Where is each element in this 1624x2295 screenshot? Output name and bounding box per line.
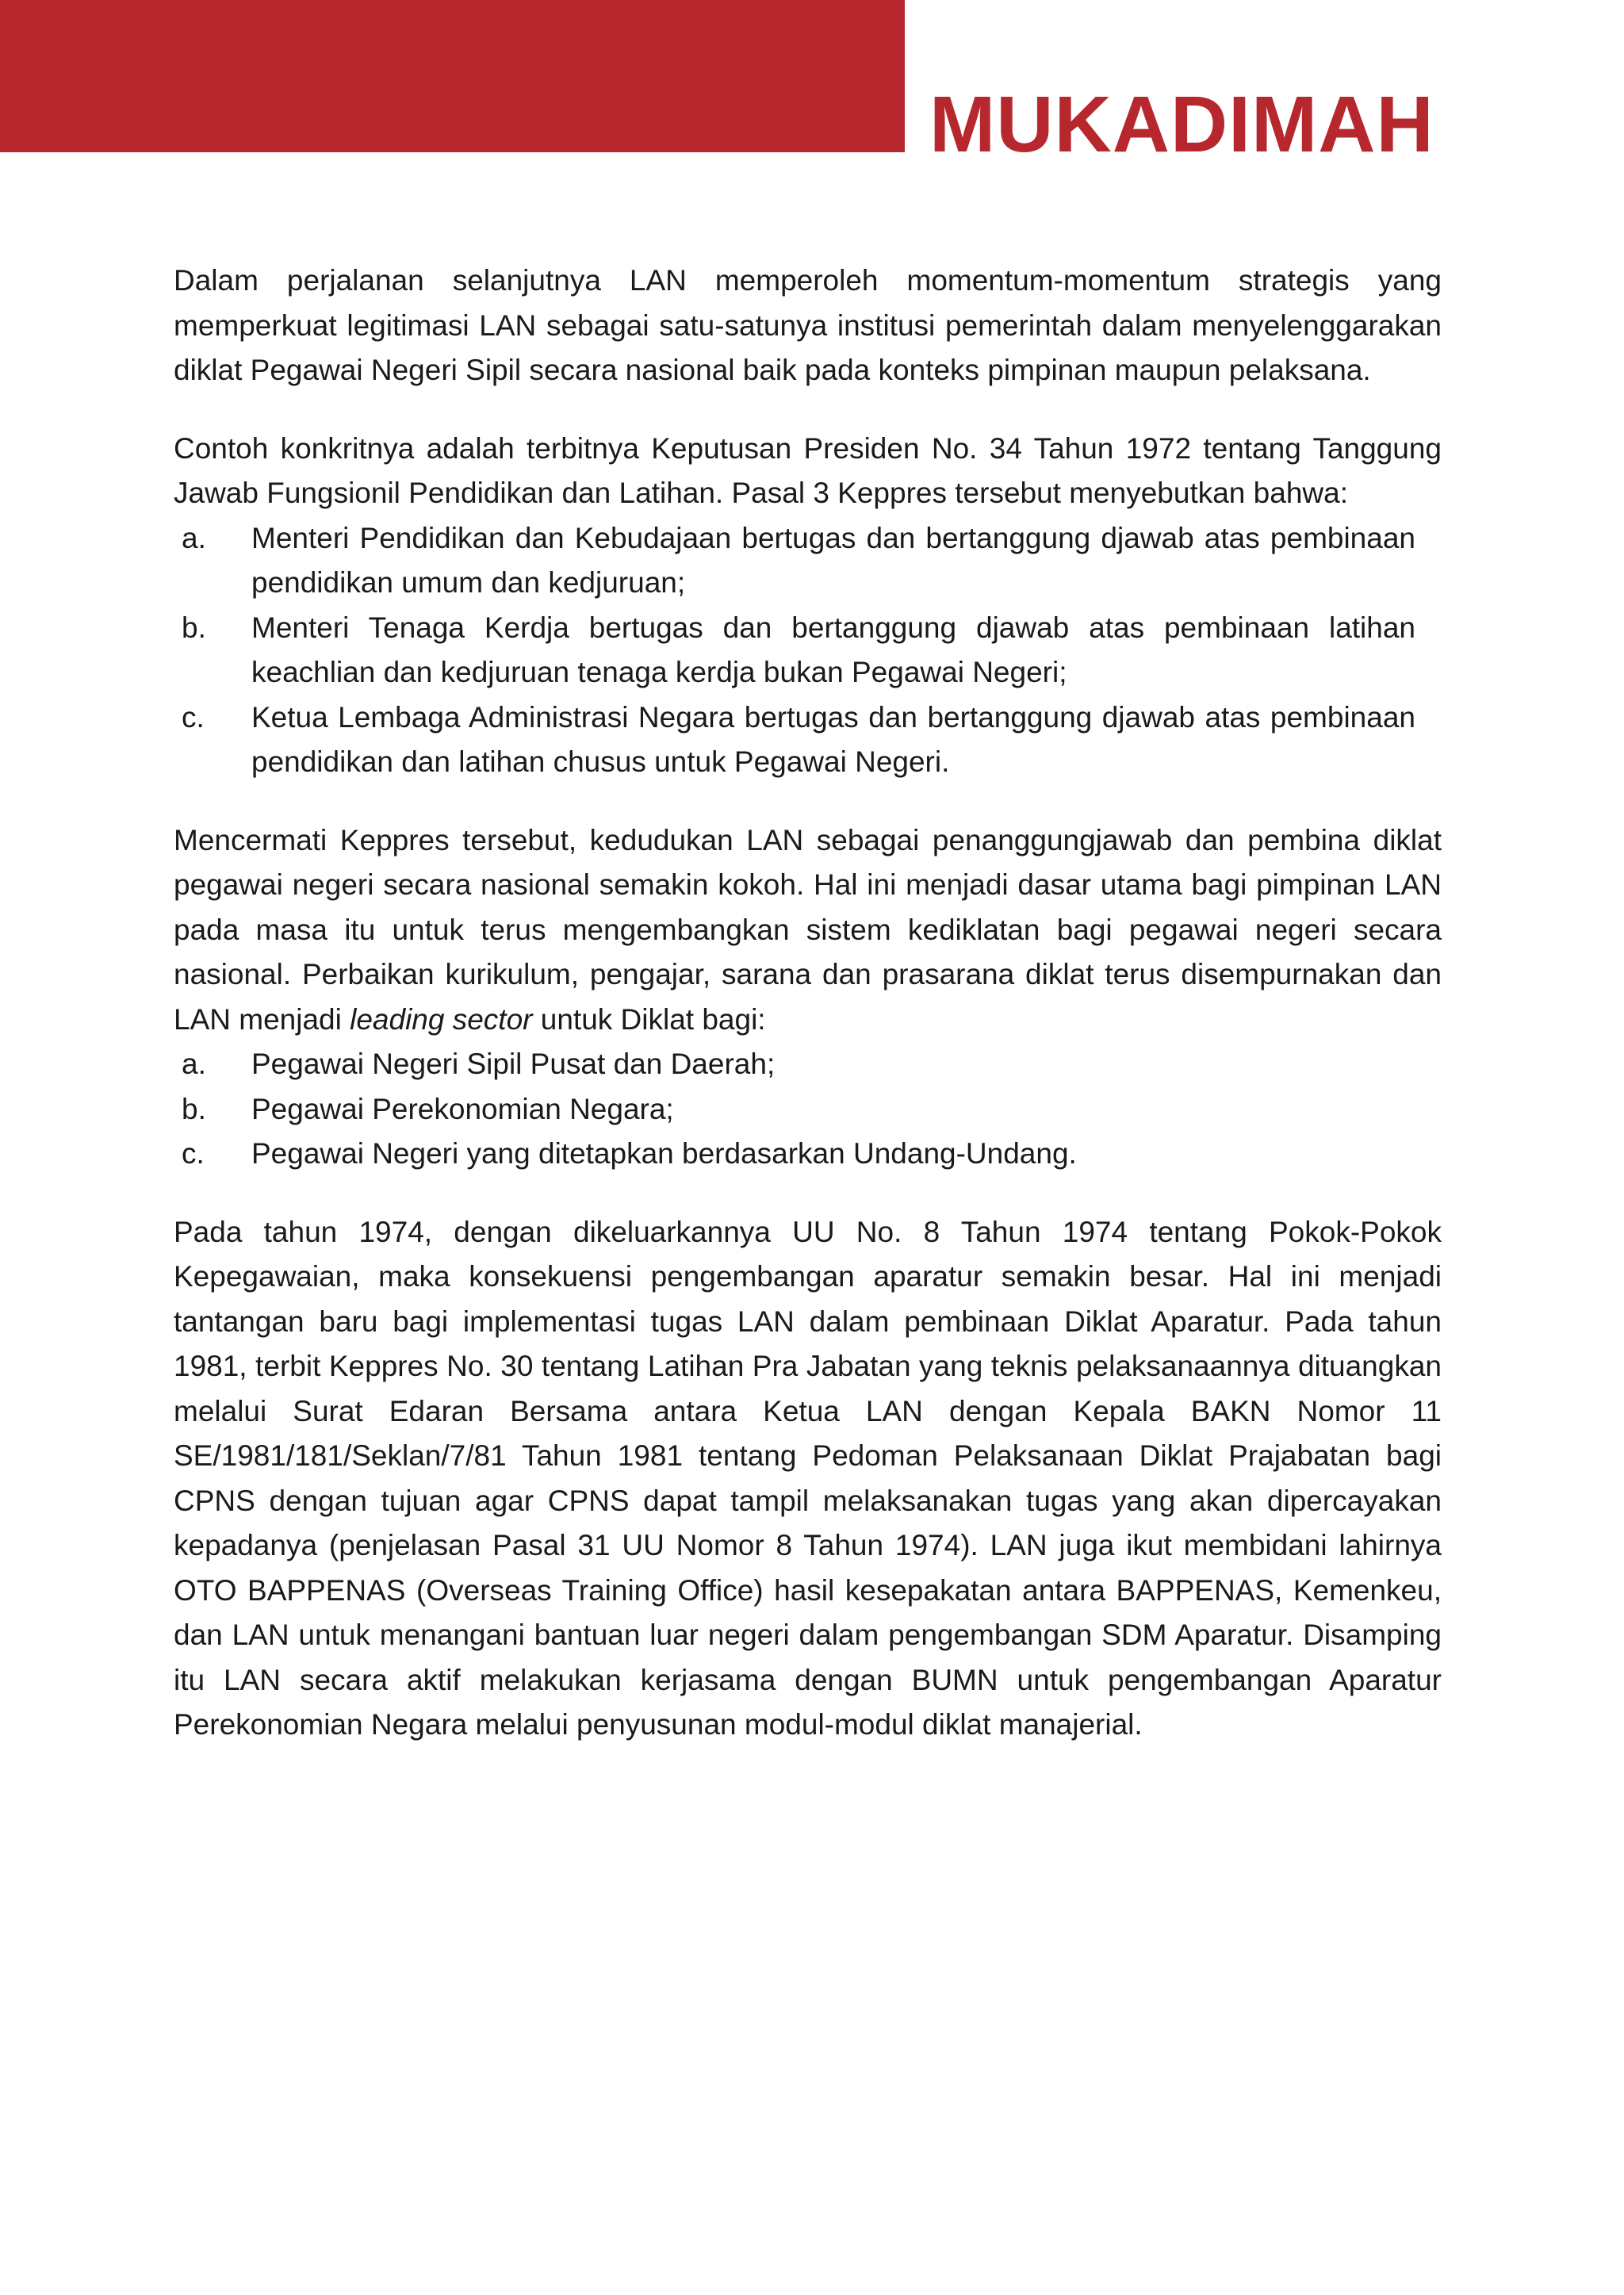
list-item [174, 1042, 1442, 1087]
paragraph-1: Dalam perjalanan selanjutnya LAN memperoleh momentum-momentum strategis yang memperkuat legitimasi LAN sebagai satu-satunya institusi pemerintah dalam menyelenggarakan diklat Pegawai Negeri Sipil secara nasional baik pada konteks pimpinan maupun pelaksana. [174, 264, 1442, 386]
list-item [174, 695, 1442, 785]
keppres-article-3-list [174, 516, 1442, 785]
paragraph-3-italic: leading sector [350, 1002, 533, 1036]
list-marker: b. [182, 611, 206, 644]
paragraph-2: Contoh konkritnya adalah terbitnya Keputusan Presiden No. 34 Tahun 1972 tentang Tanggung Jawab Fungsionil Pendidikan dan Latihan. Pasal 3 Keppres tersebut menyebutkan bahwa: [174, 431, 1442, 509]
paragraph-3-text-start: Mencermati Keppres tersebut, kedudukan LAN sebagai penanggungjawab dan pembina diklat pegawai negeri secara nasional semakin kokoh. Hal ini menjadi dasar utama bagi pimpinan LAN pada masa itu untuk terus mengembangkan sistem kediklatan bagi pegawai negeri secara nasional. Perbaikan kurikulum, pengajar, sarana dan prasarana diklat terus disempurnakan dan LAN menjadi [174, 823, 1442, 1036]
list-item [174, 1087, 1442, 1132]
paragraph-3 [174, 818, 1442, 1043]
page-title: MUKADIMAH [929, 80, 1434, 169]
paragraph-3-text-end: untuk Diklat bagi: [532, 1002, 766, 1036]
list-marker: c. [182, 700, 205, 734]
list-item-text: Menteri Tenaga Kerdja bertugas dan bertanggung djawab atas pembinaan latihan keachlian dan kedjuruan tenaga kerdja bukan Pegawai Negeri; [251, 611, 1415, 688]
list-marker: b. [182, 1092, 206, 1125]
list-item [174, 516, 1442, 606]
list-item-text: Menteri Pendidikan dan Kebudajaan bertugas dan bertanggung djawab atas pembinaan pendidikan umum dan kedjuruan; [251, 521, 1415, 599]
list-marker: a. [182, 521, 206, 554]
document-body [174, 259, 1442, 1781]
list-item-text: Pegawai Negeri yang ditetapkan berdasarkan Undang-Undang. [251, 1137, 1077, 1170]
diklat-target-list [174, 1042, 1442, 1177]
list-item [174, 606, 1442, 695]
list-item [174, 1132, 1442, 1177]
list-marker: c. [182, 1137, 205, 1170]
list-item-text: Ketua Lembaga Administrasi Negara bertugas dan bertanggung djawab atas pembinaan pendidikan dan latihan chusus untuk Pegawai Negeri. [251, 700, 1415, 778]
list-marker: a. [182, 1048, 206, 1080]
header-red-band [0, 0, 905, 152]
list-item-text: Pegawai Perekonomian Negara; [251, 1092, 674, 1125]
paragraph-4: Pada tahun 1974, dengan dikeluarkannya UU No. 8 Tahun 1974 tentang Pokok-Pokok Kepegawaian, maka konsekuensi pengembangan aparatur semakin besar. Hal ini menjadi tantangan baru bagi implementasi tugas LAN dalam pembinaan Diklat Aparatur. Pada tahun 1981, terbit Keppres No. 30 tentang Latihan Pra Jabatan yang teknis pelaksanaannya dituangkan melalui Surat Edaran Bersama antara Ketua LAN dengan Kepala BAKN Nomor 11 SE/1981/181/Seklan/7/81 Tahun 1981 tentang Pedoman Pelaksanaan Diklat Prajabatan bagi CPNS dengan tujuan agar CPNS dapat tampil melaksanakan tugas yang akan dipercayakan kepadanya (penjelasan Pasal 31 UU Nomor 8 Tahun 1974). LAN juga ikut membidani lahirnya OTO BAPPENAS (Overseas Training Office) hasil kesepakatan antara BAPPENAS, Kemenkeu, dan LAN untuk menangani bantuan luar negeri dalam pengembangan SDM Aparatur. Disamping itu LAN secara aktif melakukan kerjasama dengan BUMN untuk pengembangan Aparatur Perekonomian Negara melalui penyusunan modul-modul diklat manajerial. [174, 1215, 1442, 1741]
list-item-text: Pegawai Negeri Sipil Pusat dan Daerah; [251, 1048, 776, 1080]
